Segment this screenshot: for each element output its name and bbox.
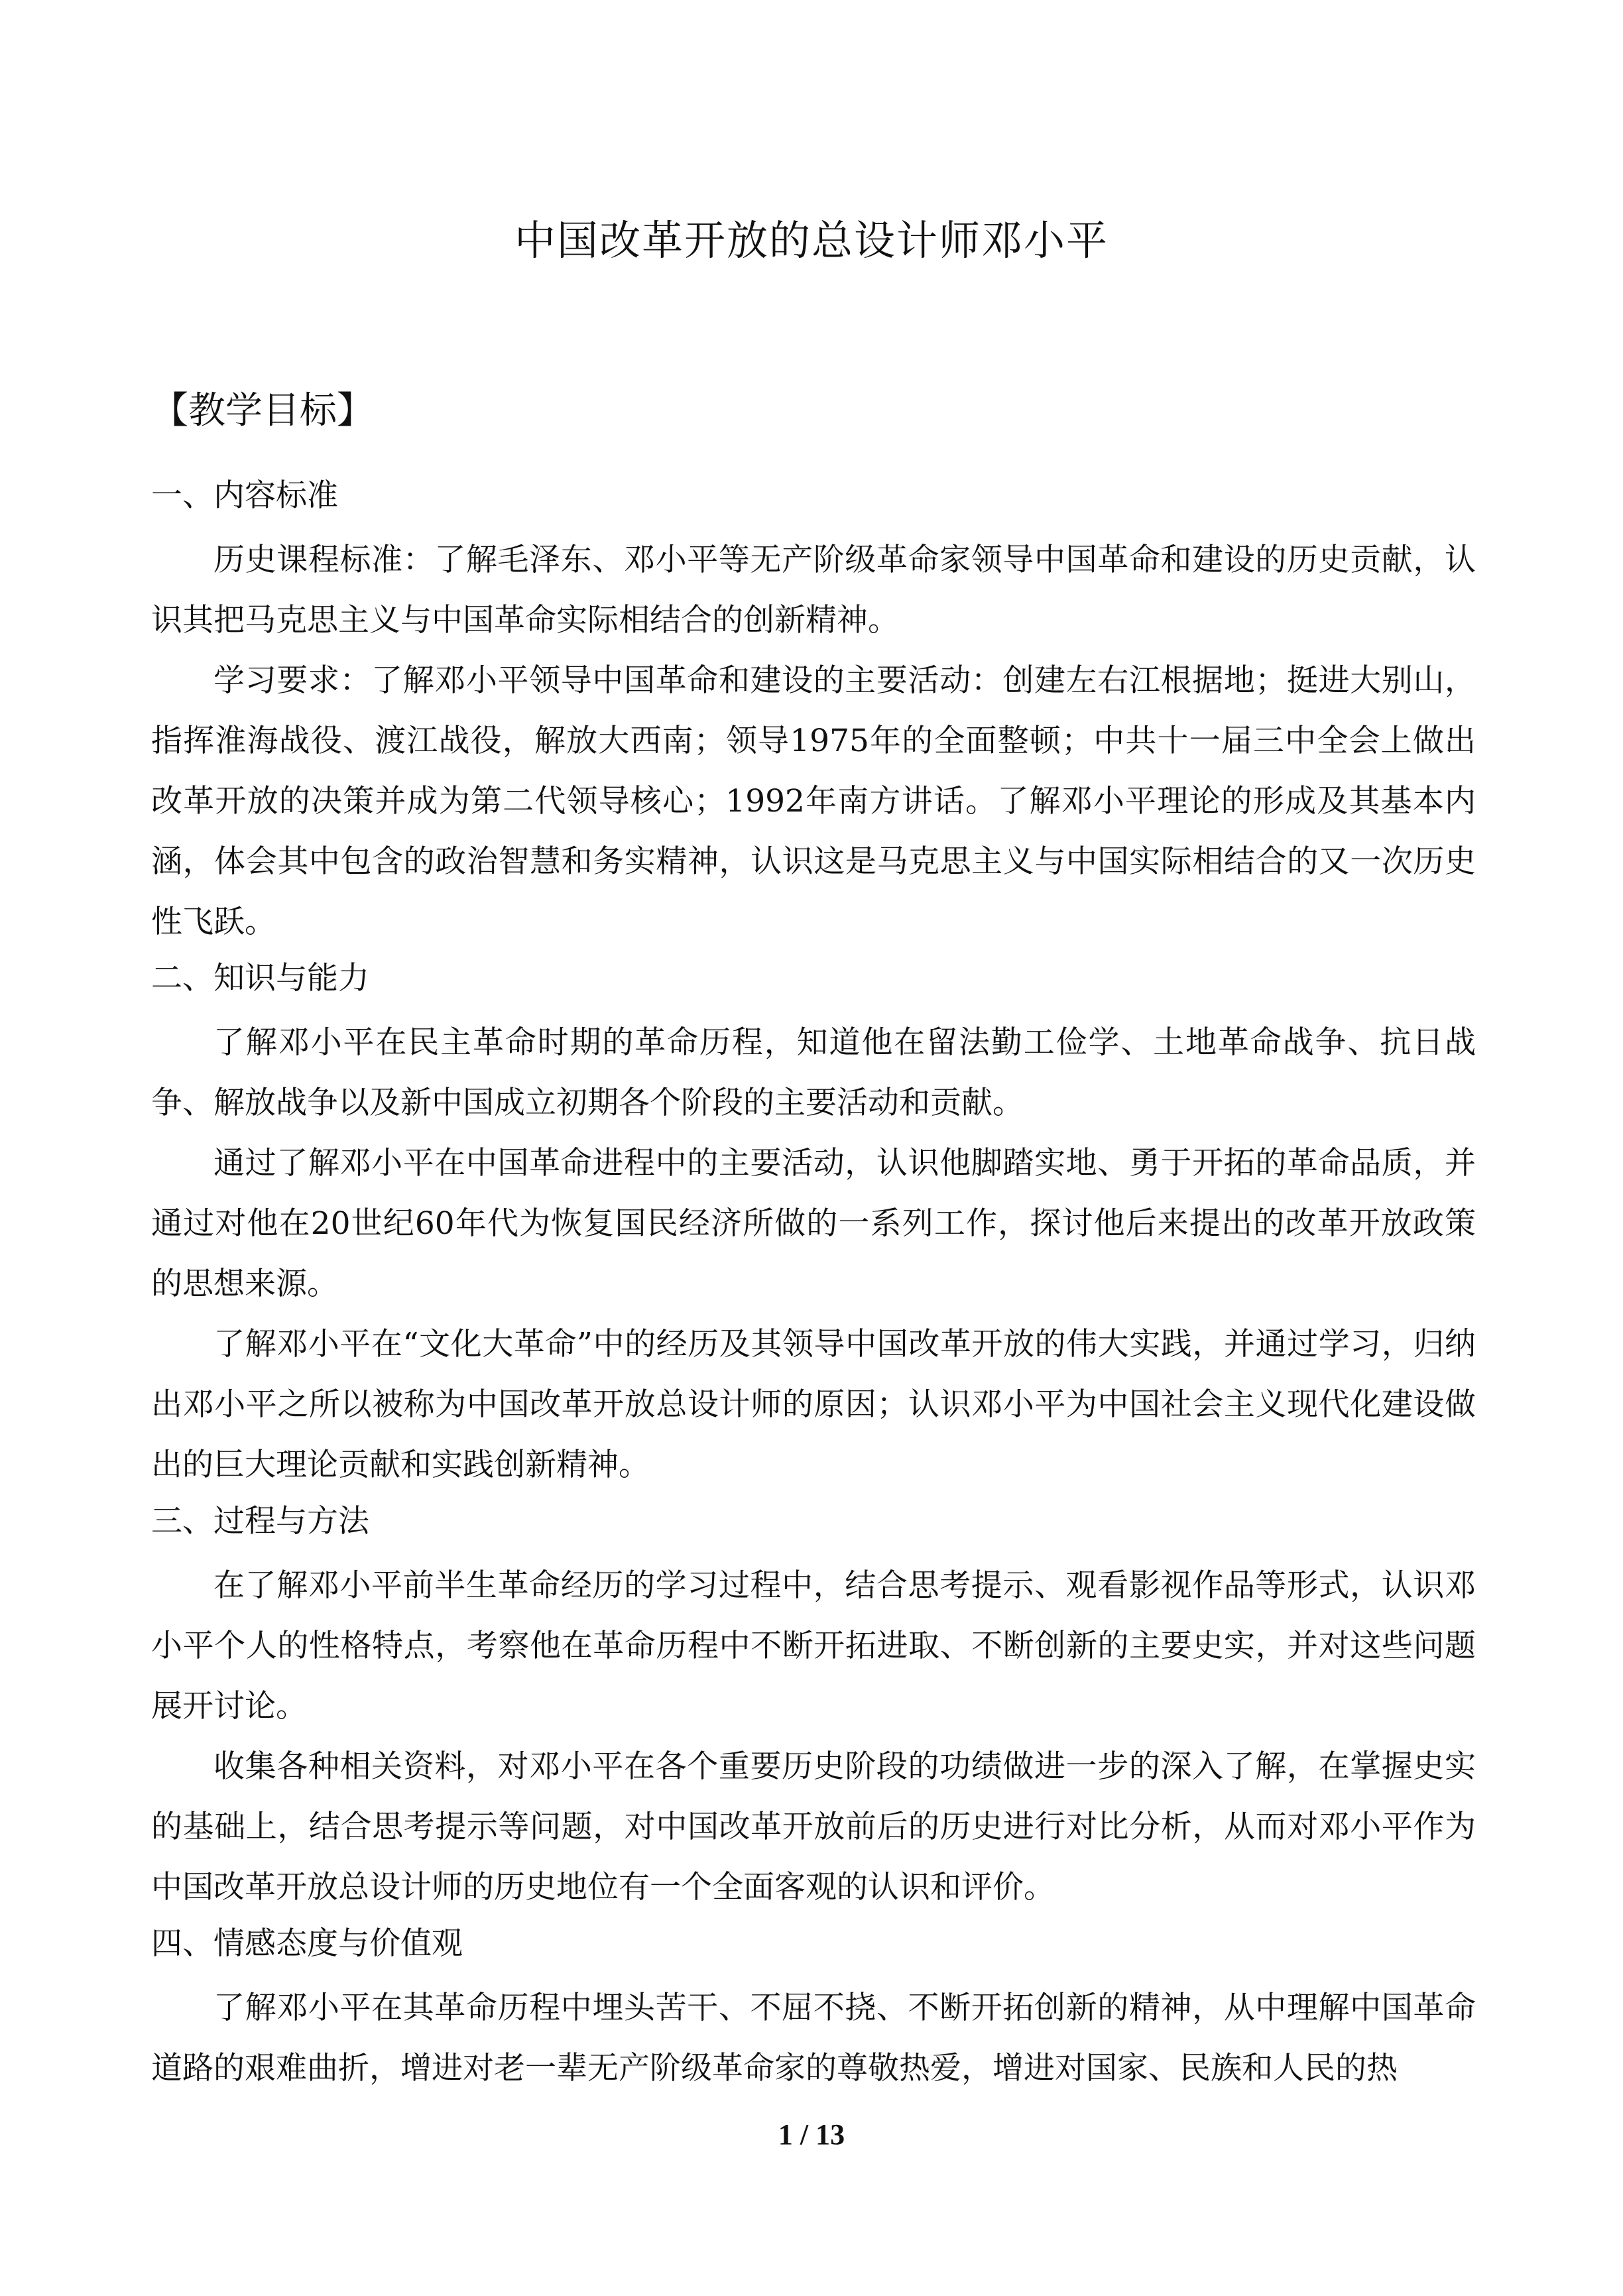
subsection-heading-content-standard: 一、内容标准	[151, 477, 338, 514]
paragraph-knowledge-3: 了解邓小平在“文化大革命”中的经历及其领导中国改革开放的伟大实践，并通过学习，归纳出邓小平之所以被称为中国改革开放总设计师的原因；认识邓小平为中国社会主义现代化建设做出的巨大理论贡献和实践创新精神。	[151, 1326, 1476, 1483]
paragraph-process-1: 在了解邓小平前半生革命经历的学习过程中，结合思考提示、观看影视作品等形式，认识邓小平个人的性格特点，考察他在革命历程中不断开拓进取、不断创新的主要史实，并对这些问题展开讨论。	[151, 1567, 1476, 1724]
paragraph-values-1: 了解邓小平在其革命历程中埋头苦干、不屈不挠、不断开拓创新的精神，从中理解中国革命道路的艰难曲折，增进对老一辈无产阶级革命家的尊敬热爱，增进对国家、民族和人民的热	[151, 1990, 1476, 2086]
document-title: 中国改革开放的总设计师邓小平	[514, 216, 1109, 265]
subsection-heading-values: 四、情感态度与价值观	[151, 1925, 463, 1962]
subsection-heading-process-method: 三、过程与方法	[151, 1503, 369, 1540]
paragraph-knowledge-2: 通过了解邓小平在中国革命进程中的主要活动，认识他脚踏实地、勇于开拓的革命品质，并通过对他在20世纪60年代为恢复国民经济所做的一系列工作，探讨他后来提出的改革开放政策的思想来源。	[151, 1145, 1476, 1302]
document-body	[151, 469, 1476, 2098]
paragraph-curriculum-standard: 历史课程标准：了解毛泽东、邓小平等无产阶级革命家领导中国革命和建设的历史贡献，认识其把马克思主义与中国革命实际相结合的创新精神。	[151, 542, 1476, 638]
subsection-heading-knowledge-ability: 二、知识与能力	[151, 960, 369, 997]
paragraph-knowledge-1: 了解邓小平在民主革命时期的革命历程，知道他在留法勤工俭学、土地革命战争、抗日战争、解放战争以及新中国成立初期各个阶段的主要活动和贡献。	[151, 1024, 1476, 1121]
section-heading-teaching-goals: 【教学目标】	[151, 389, 374, 432]
paragraph-process-2: 收集各种相关资料，对邓小平在各个重要历史阶段的功绩做进一步的深入了解，在掌握史实的基础上，结合思考提示等问题，对中国改革开放前后的历史进行对比分析，从而对邓小平作为中国改革开放总设计师的历史地位有一个全面客观的认识和评价。	[151, 1748, 1476, 1905]
page-number: 1 / 13	[778, 2118, 845, 2151]
paragraph-learning-requirements: 学习要求：了解邓小平领导中国革命和建设的主要活动：创建左右江根据地；挺进大别山，指挥淮海战役、渡江战役，解放大西南；领导1975年的全面整顿；中共十一届三中全会上做出改革开放的决策并成为第二代领导核心；1992年南方讲话。了解邓小平理论的形成及其基本内涵，体会其中包含的政治智慧和务实精神，认识这是马克思主义与中国实际相结合的又一次历史性飞跃。	[151, 662, 1476, 940]
